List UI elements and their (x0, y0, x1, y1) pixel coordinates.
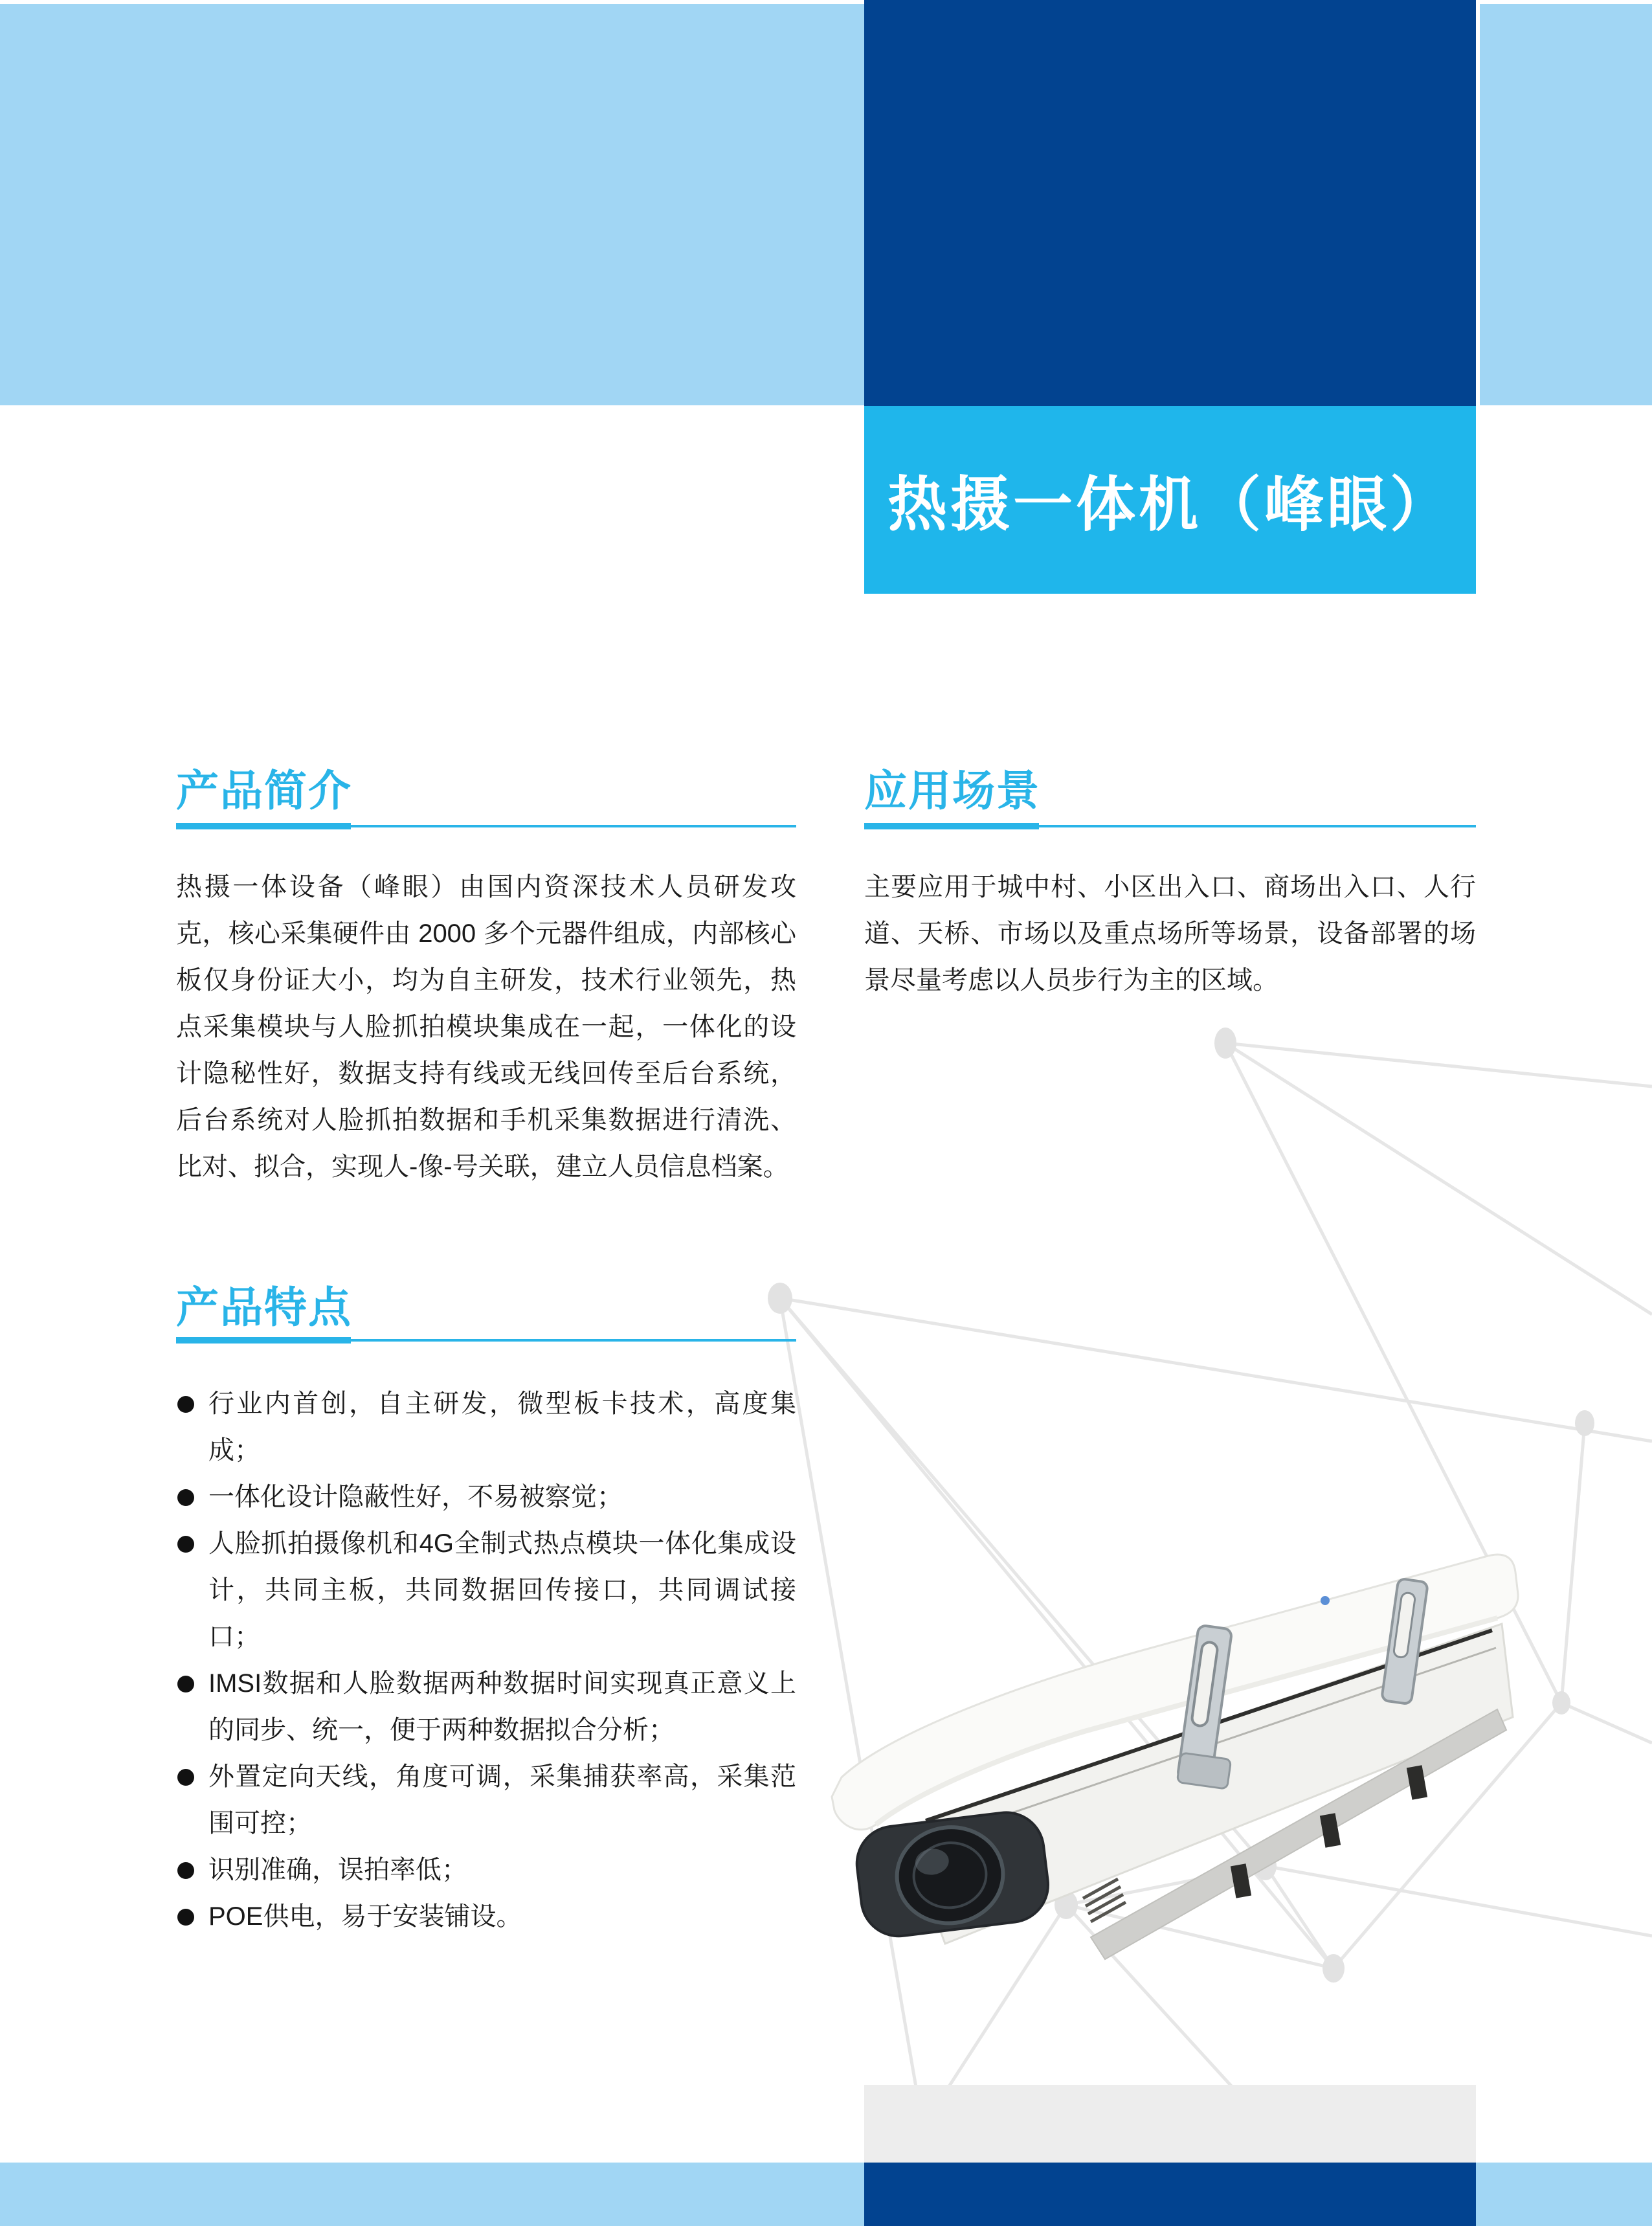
top-right-darkblue-block (864, 0, 1476, 406)
top-right-lightblue-strip (1480, 4, 1652, 405)
features-list (176, 1380, 796, 1940)
scenarios-paragraph: 主要应用于城中村、小区出入口、商场出入口、人行道、天桥、市场以及重点场所等场景，设备部署的场景尽量考虑以人员步行为主的区域。 (864, 873, 1476, 995)
bottom-gray-panel (864, 2085, 1476, 2163)
divider-thick-segment (864, 823, 1039, 829)
product-camera-image (812, 1515, 1544, 1968)
camera-screw-detail (1321, 1596, 1330, 1605)
bottom-right-lightblue-strip (1476, 2163, 1652, 2226)
feature-item: 识别准确，误拍率低； (176, 1847, 796, 1893)
divider-thin-segment (1039, 825, 1476, 827)
title-banner (864, 406, 1476, 594)
page-title: 热摄一体机（峰眼） (887, 472, 1453, 538)
scenarios-section-heading: 应用场景 (864, 767, 1040, 815)
divider-thick-segment (176, 1337, 351, 1343)
feature-item: 行业内首创，自主研发，微型板卡技术，高度集成； (176, 1380, 796, 1474)
divider-thick-segment (176, 823, 351, 829)
intro-paragraph: 热摄一体设备（峰眼）由国内资深技术人员研发攻克，核心采集硬件由 2000 多个元器件组成，内部核心板仅身份证大小，均为自主研发，技术行业领先，热点采集模块与人脸抓拍模块集成在一起，一体化的设计隐秘性好，数据支持有线或无线回传至后台系统，后台系统对人脸抓拍数据和手机采集数据进行清洗、比对、拟合，实现人-像-号关联，建立人员信息档案。 (176, 873, 796, 1181)
feature-item: 一体化设计隐蔽性好，不易被察觉； (176, 1474, 796, 1520)
feature-item: 人脸抓拍摄像机和4G全制式热点模块一体化集成设计，共同主板，共同数据回传接口，共同调试接口； (176, 1520, 796, 1660)
feature-item: POE供电，易于安装铺设。 (176, 1893, 796, 1940)
feature-item: 外置定向天线，角度可调，采集捕获率高，采集范围可控； (176, 1753, 796, 1847)
bottom-darkblue-strip (864, 2163, 1476, 2226)
features-divider (176, 1337, 796, 1343)
feature-item: IMSI数据和人脸数据两种数据时间实现真正意义上的同步、统一，便于两种数据拟合分析； (176, 1660, 796, 1753)
intro-section-heading: 产品简介 (176, 767, 352, 815)
features-section-heading: 产品特点 (176, 1283, 352, 1331)
scenarios-divider (864, 823, 1476, 829)
top-left-lightblue-block (0, 4, 864, 405)
camera-lens-face (853, 1808, 1053, 1940)
intro-divider (176, 823, 796, 829)
bottom-left-lightblue-strip (0, 2163, 864, 2226)
divider-thin-segment (351, 825, 796, 827)
divider-thin-segment (351, 1339, 796, 1342)
